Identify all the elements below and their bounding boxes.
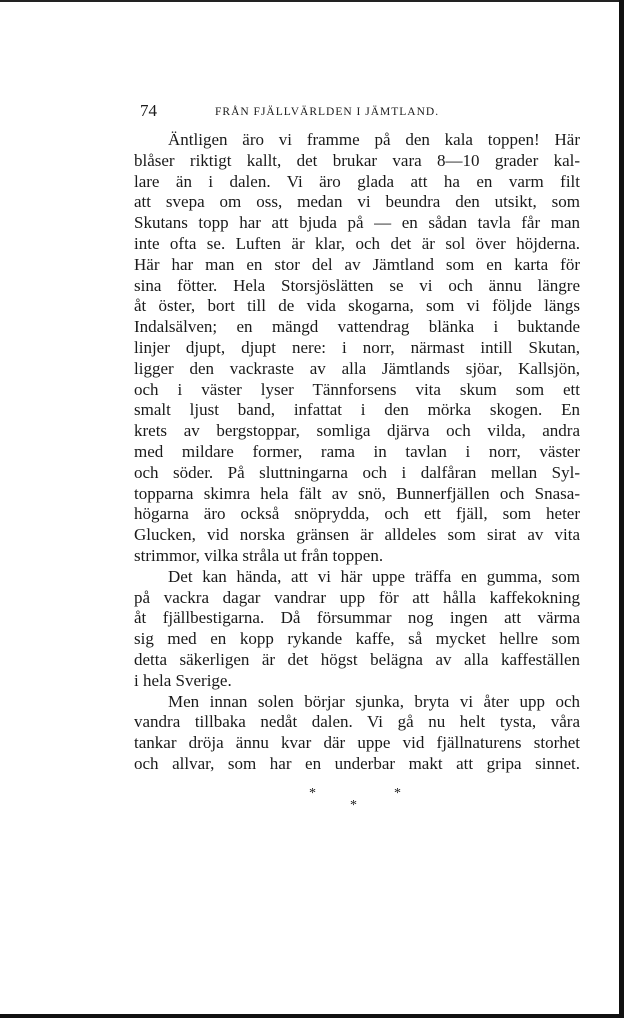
text-line: linjer djupt, djupt nere: i norr, närmast intill Skutan, — [134, 337, 580, 357]
text-line: Glucken, vid norska gränsen är alldeles som sirat av vita — [134, 525, 580, 545]
body-text — [134, 130, 580, 775]
paragraph-1 — [134, 130, 580, 567]
text-line: smalt ljust band, infattat i den mörka skogen. En — [134, 400, 580, 420]
page-number: 74 — [140, 101, 157, 120]
text-line: blåser riktigt kallt, det brukar vara 8—10 grader kal- — [134, 150, 580, 170]
text-line: och i väster lyser Tännforsens vita skum som ett — [134, 379, 580, 399]
section-break — [0, 786, 624, 816]
text-line: tankar dröja ännu kvar där uppe vid fjällnaturens storhet — [134, 733, 580, 753]
page-edge-top — [0, 0, 624, 2]
text-line: högarna äro också snöprydda, och ett fjäll, som heter — [134, 504, 580, 524]
text-line: strimmor, vilka stråla ut från toppen. — [134, 545, 384, 565]
paragraph-2 — [134, 567, 580, 692]
text-line: ligger den vackraste av alla Jämtlands sjöar, Kallsjön, — [134, 358, 580, 378]
text-line: och allvar, som har en underbar makt att gripa sinnet. — [134, 753, 580, 773]
text-line: Äntligen äro vi framme på den kala toppen! Här — [168, 130, 580, 149]
text-line: detta säkerligen är det högst belägna av alla kaffeställen — [134, 649, 580, 669]
text-line: Men innan solen börjar sjunka, bryta vi åter upp och — [168, 691, 580, 711]
text-line: lare än i dalen. Vi äro glada att ha en varm filt — [134, 171, 580, 191]
text-line: att svepa om oss, medan vi beundra den utsikt, som — [134, 192, 580, 212]
text-line: i hela Sverige. — [134, 670, 232, 690]
text-line: åt öster, bort till de vida skogarna, som vi följde längs — [134, 296, 580, 316]
text-line: Här har man en stor del av Jämtland som en karta för — [134, 254, 580, 274]
text-line: krets av bergstoppar, somliga djärva och vilda, andra — [134, 421, 580, 441]
text-line: och söder. På sluttningarna och i dalfåran mellan Syl- — [134, 462, 580, 482]
text-line: inte ofta se. Luften är klar, och det är sol över höjderna. — [134, 233, 580, 253]
page-edge-bottom — [0, 1014, 624, 1018]
text-line: Skutans topp har att bjuda på — en sådan tavla får man — [134, 213, 580, 233]
paragraph-3 — [134, 692, 580, 775]
asterisk-left: * — [309, 786, 316, 801]
text-line: åt fjällbestigarna. Då försummar nog ingen att värma — [134, 608, 580, 628]
text-line: vandra tillbaka nedåt dalen. Vi gå nu helt tysta, våra — [134, 712, 580, 732]
text-line: med mildare former, rama in tavlan i norr, väster — [134, 441, 580, 461]
text-line: Det kan hända, att vi här uppe träffa en gumma, som — [168, 566, 580, 586]
asterisk-middle: * — [350, 798, 357, 813]
text-line: sig med en kopp rykande kaffe, så mycket hellre som — [134, 629, 580, 649]
text-line: sina fötter. Hela Storsjöslätten se vi och ännu längre — [134, 275, 580, 295]
running-head: FRÅN FJÄLLVÄRLDEN I JÄMTLAND. — [215, 106, 440, 118]
asterisk-right: * — [394, 786, 401, 801]
text-line: Indalsälven; en mängd vattendrag blänka i buktande — [134, 317, 580, 337]
text-line: på vackra dagar vandrar upp för att hålla kaffekokning — [134, 587, 580, 607]
page-edge-right — [619, 0, 624, 1018]
text-line: topparna skimra hela fält av snö, Bunnerfjällen och Snasa- — [134, 483, 580, 503]
